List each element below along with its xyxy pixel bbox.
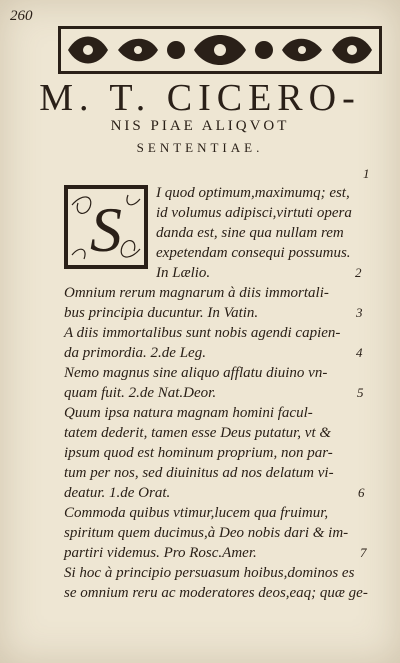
text-line: da primordia. 2.de Leg. <box>64 345 206 361</box>
sentence-number: 1 <box>363 166 370 181</box>
sentence-number: 7 <box>360 545 367 560</box>
heading-subtitle-2: SENTENTIAE. <box>136 140 264 155</box>
sentence-number: 2 <box>355 265 362 280</box>
text-line: danda est, sine qua nullam rem <box>156 225 344 241</box>
text-line: Nemo magnus sine aliquo afflatu diuino vn- <box>64 365 328 381</box>
heading-title: M. T. CICERO- <box>39 77 361 119</box>
text-line: bus principia ducuntur. In Vatin. <box>64 305 259 321</box>
text-line: se omnium reru ac moderatores deos,eaq; quæ ge- <box>64 585 368 601</box>
text-line: spiritum quem ducimus,à Deo nobis dari & im- <box>64 525 349 541</box>
text-line: Omnium rerum magnarum à diis immortali- <box>64 285 329 301</box>
text-line: Commoda quibus vtimur,lucem qua fruimur, <box>64 505 329 521</box>
decorated-initial-s <box>64 185 148 269</box>
text-line: tum per nos, sed diuinitus ad nos delatum vi- <box>64 465 334 481</box>
text-line: Si hoc à principio persuasum hoibus,dominos es <box>64 565 355 581</box>
text-line: partiri videmus. Pro Rosc.Amer. <box>64 545 257 561</box>
text-line: id volumus adipisci,virtuti opera <box>156 205 352 221</box>
text-line: quam fuit. 2.de Nat.Deor. <box>64 385 217 401</box>
page-number: 260 <box>10 8 33 24</box>
text-line: deatur. 1.de Orat. <box>64 485 171 501</box>
text-line: In Lælio. <box>156 265 211 281</box>
text-line: expetendam consequi possumus. <box>156 245 351 261</box>
drop-cap-letter: S <box>90 194 122 265</box>
text-line: I quod optimum,maximumq; est, <box>156 185 350 201</box>
text-line: A diis immortalibus sunt nobis agendi capien- <box>64 325 341 341</box>
sentence-number: 5 <box>357 385 364 400</box>
sentence-number: 6 <box>358 485 365 500</box>
sentence-number: 4 <box>356 345 363 360</box>
heading-subtitle: NIS PIAE ALIQVOT <box>110 118 290 134</box>
decorative-headpiece-ornament <box>58 26 382 74</box>
text-line: tatem dederit, tamen esse Deus putatur, vt & <box>64 425 332 441</box>
text-line: ipsum quod est hominum proprium, non par- <box>64 445 333 461</box>
sentence-number: 3 <box>356 305 363 320</box>
text-line: Quum ipsa natura magnam homini facul- <box>64 405 313 421</box>
